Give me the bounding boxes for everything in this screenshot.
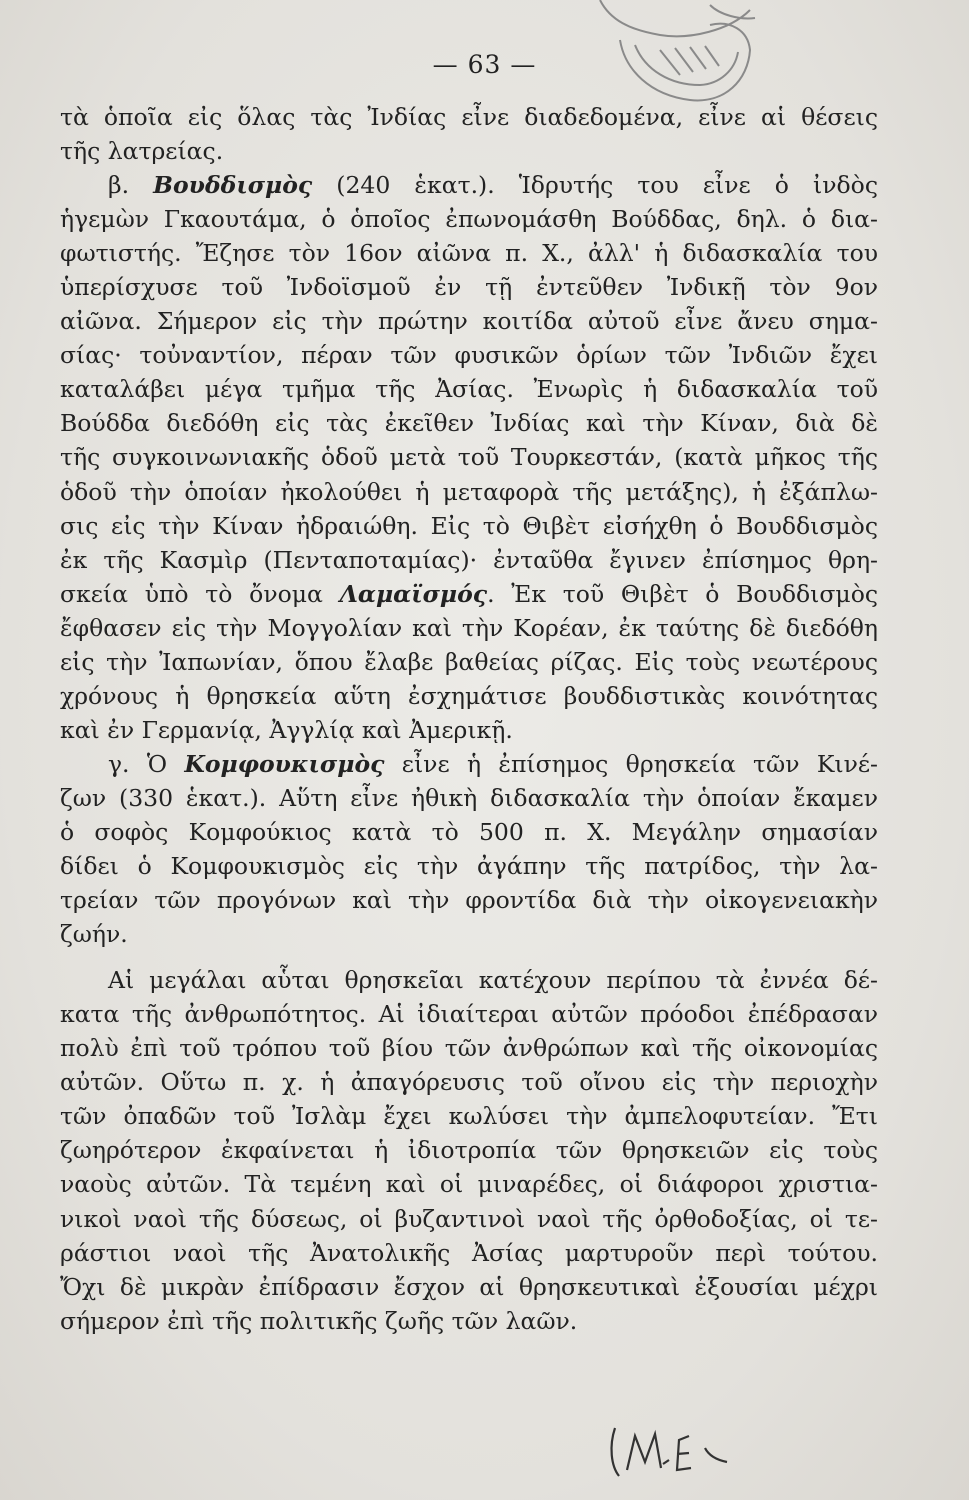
text-run: Ὄχι δὲ μικρὰν ἐπίδρασιν ἔσχον αἱ θρησκευτικαὶ ἐξουσίαι μέχρι: [60, 1272, 878, 1301]
text-line: [60, 679, 878, 713]
text-run: τρείαν τῶν προγόνων καὶ τὴν φροντίδα διὰ τὴν οἰκογενειακὴν: [60, 886, 878, 915]
text-run: ράστιοι ναοὶ τῆς Ἀνατολικῆς Ἀσίας μαρτυροῦν περὶ τούτου.: [60, 1238, 878, 1267]
text-line: [60, 168, 878, 202]
text-line: [60, 781, 878, 815]
text-run: τὰ ὁποῖα εἰς ὅλας τὰς Ἰνδίας εἶνε διαδεδομένα, εἶνε αἱ θέσεις: [60, 103, 878, 131]
text-line: [60, 713, 878, 747]
text-run: ὁδοῦ τὴν ὁποίαν ἠκολούθει ἡ μεταφορὰ τῆς μετάξης), ἡ ἐξάπλω-: [60, 477, 878, 506]
text-run: τῶν ὀπαδῶν τοῦ Ἰσλὰμ ἔχει κωλύσει τὴν ἀμπελοφυτείαν. Ἔτι: [60, 1102, 878, 1131]
text-run: εἶνε ἡ ἐπίσημος θρησκεία τῶν Κινέ-: [384, 749, 879, 778]
bold-term: Λαμαϊσμός: [339, 579, 488, 608]
text-run: καὶ ἐν Γερμανίᾳ, Ἀγγλίᾳ καὶ Ἀμερικῇ.: [60, 715, 513, 744]
text-line: [60, 406, 878, 440]
text-line: [60, 372, 878, 406]
text-line: [60, 202, 878, 236]
text-line: [60, 883, 878, 917]
text-line: [60, 440, 878, 474]
body-text: [60, 100, 878, 1338]
text-run: σήμερον ἐπὶ τῆς πολιτικῆς ζωῆς τῶν λαῶν.: [60, 1306, 578, 1335]
handwritten-signature-icon: [605, 1418, 745, 1480]
text-run: Αἱ μεγάλαι αὗται θρησκεῖαι κατέχουν περίπου τὰ ἐννέα δέ-: [108, 966, 878, 995]
text-run: πολὺ ἐπὶ τοῦ τρόπου τοῦ βίου τῶν ἀνθρώπων καὶ τῆς οἰκονομίας: [60, 1034, 878, 1063]
text-run: ζων (330 ἑκατ.). Αὕτη εἶνε ἠθικὴ διδασκαλία τὴν ὁποίαν ἔκαμεν: [60, 783, 878, 812]
page-number: — 63 —: [432, 50, 537, 79]
text-line: [60, 338, 878, 372]
text-line: [60, 747, 878, 781]
text-run: ζωήν.: [60, 920, 128, 949]
text-line: [60, 963, 878, 997]
text-run: αὐτῶν. Οὕτω π. χ. ἡ ἀπαγόρευσις τοῦ οἴνου εἰς τὴν περιοχὴν: [60, 1068, 878, 1097]
text-line: [60, 100, 878, 134]
text-run: κατα τῆς ἀνθρωπότητος. Αἱ ἰδιαίτεραι αὐτῶν πρόοδοι ἐπέδρασαν: [60, 1000, 878, 1029]
text-run: ἡγεμὼν Γκαουτάμα, ὁ ὁποῖος ἐπωνομάσθη Βούδδας, δηλ. ὁ δια-: [60, 205, 878, 234]
bold-term: Βουδδισμὸς: [153, 171, 313, 200]
text-run: β.: [108, 171, 154, 200]
text-run: σκεία ὑπὸ τὸ ὄνομα: [60, 579, 340, 608]
text-run: φωτιστής. Ἔζησε τὸν 16ον αἰῶνα π. Χ., ἀλλ' ἡ διδασκαλία του: [60, 239, 878, 268]
text-line: [60, 1031, 878, 1065]
text-line: [60, 577, 878, 611]
text-line: [60, 1270, 878, 1304]
text-run: ζωηρότερον ἐκφαίνεται ἡ ἰδιοτροπία τῶν θρησκειῶν εἰς τοὺς: [60, 1136, 878, 1165]
text-run: Βούδδα διεδόθη εἰς τὰς ἐκεῖθεν Ἰνδίας καὶ τὴν Κίναν, διὰ δὲ: [60, 409, 878, 438]
text-line: [60, 1304, 878, 1338]
text-line: [60, 1236, 878, 1270]
text-run: γ. Ὁ: [108, 749, 185, 778]
text-line: [60, 611, 878, 645]
text-line: [60, 475, 878, 509]
text-line: [60, 917, 878, 951]
text-line: [60, 815, 878, 849]
text-run: καταλάβει μέγα τμῆμα τῆς Ἀσίας. Ἐνωρὶς ἡ διδασκαλία τοῦ: [60, 375, 878, 404]
text-line: [60, 1133, 878, 1167]
text-line: [60, 270, 878, 304]
text-run: ἔφθασεν εἰς τὴν Μογγολίαν καὶ τὴν Κορέαν, ἐκ ταύτης δὲ διεδόθη: [60, 613, 878, 642]
text-run: δίδει ὁ Κομφουκισμὸς εἰς τὴν ἀγάπην τῆς πατρίδος, τὴν λα-: [60, 852, 878, 881]
text-run: σις εἰς τὴν Κίναν ἠδραιώθη. Εἰς τὸ Θιβὲτ εἰσήχθη ὁ Βουδδισμὸς: [60, 511, 878, 540]
text-run: εἰς τὴν Ἰαπωνίαν, ὅπου ἔλαβε βαθείας ρίζας. Εἰς τοὺς νεωτέρους: [60, 647, 878, 676]
text-run: σίας· τοὐναντίον, πέραν τῶν φυσικῶν ὁρίων τῶν Ἰνδιῶν ἔχει: [60, 341, 878, 370]
text-line: [60, 997, 878, 1031]
text-run: αἰῶνα. Σήμερον εἰς τὴν πρώτην κοιτίδα αὐτοῦ εἶνε ἄνευ σημα-: [60, 307, 878, 336]
text-run: ναοὺς αὐτῶν. Τὰ τεμένη καὶ οἱ μιναρέδες, οἱ διάφοροι χριστια-: [60, 1170, 878, 1199]
text-line: [60, 849, 878, 883]
text-line: [60, 236, 878, 270]
text-line: [60, 1099, 878, 1133]
text-run: (240 ἑκατ.). Ἱδρυτής του εἶνε ὁ ἰνδὸς: [312, 171, 878, 200]
text-run: ἐκ τῆς Κασμὶρ (Πενταποταμίας)· ἐνταῦθα ἔγινεν ἐπίσημος θρη-: [60, 545, 878, 574]
text-run: . Ἐκ τοῦ Θιβὲτ ὁ Βουδδισμὸς: [487, 579, 879, 608]
text-run: τῆς λατρείας.: [60, 137, 224, 166]
text-line: [60, 1167, 878, 1201]
text-line: [60, 134, 878, 168]
text-run: νικοὶ ναοὶ τῆς δύσεως, οἱ βυζαντινοὶ ναοὶ τῆς ὀρθοδοξίας, οἱ τε-: [60, 1204, 878, 1233]
text-run: ὑπερίσχυσε τοῦ Ἰνδοϊσμοῦ ἐν τῇ ἐντεῦθεν Ἰνδικῇ τὸν 9ον: [60, 273, 878, 302]
text-run: τῆς συγκοινωνιακῆς ὁδοῦ μετὰ τοῦ Τουρκεστάν, (κατὰ μῆκος τῆς: [60, 443, 878, 472]
text-line: [60, 304, 878, 338]
text-line: [60, 1065, 878, 1099]
text-line: [60, 509, 878, 543]
text-line: [60, 1202, 878, 1236]
bold-term: Κομφουκισμὸς: [184, 749, 385, 778]
text-run: χρόνους ἡ θρησκεία αὕτη ἐσχημάτισε βουδδιστικὰς κοινότητας: [60, 681, 878, 710]
text-run: ὁ σοφὸς Κομφούκιος κατὰ τὸ 500 π. Χ. Μεγάλην σημασίαν: [60, 817, 878, 846]
text-line: [60, 543, 878, 577]
text-line: [60, 645, 878, 679]
